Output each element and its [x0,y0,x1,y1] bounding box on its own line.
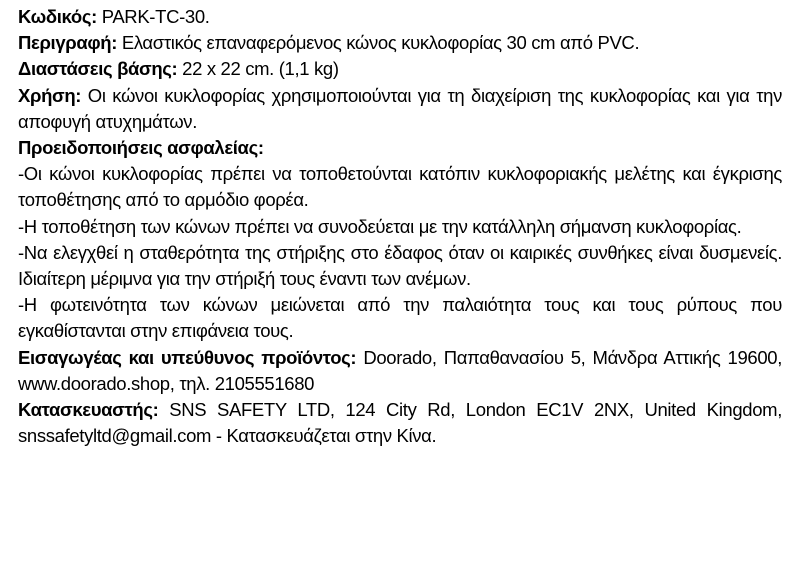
safety-item: -Η τοποθέτηση των κώνων πρέπει να συνοδεύεται με την κατάλληλη σήμανση κυκλοφορίας. [18,215,742,237]
importer-value: Doorado, Παπαθανασίου 5, Μάνδρα Αττικής 19600, www.doorado.shop, τηλ. 2105551680 [18,346,782,394]
importer-paragraph [18,345,782,397]
safety-item: -Η φωτεινότητα των κώνων μειώνεται από την παλαιότητα τους και τους ρύπους που εγκαθίστανται στην επιφάνεια τους. [18,294,782,342]
safety-item: -Να ελεγχθεί η σταθερότητα της στήριξης στο έδαφος όταν οι καιρικές συνθήκες είναι δυσμενείς. Ιδιαίτερη μέριμνα για την στήριξή τους έναντι των ανέμων. [18,241,782,290]
importer-label: Εισαγωγέας και υπεύθυνος προϊόντος: [18,346,357,368]
base-dimensions-label: Διαστάσεις βάσης: [18,58,178,80]
base-dimensions-value: 22 x 22 cm. (1,1 kg) [182,58,339,80]
safety-item: -Οι κώνοι κυκλοφορίας πρέπει να τοποθετούνται κατόπιν κυκλοφοριακής μελέτης και έγκρισης τοποθέτησης από το αρμόδιο φορέα. [18,163,782,211]
base-dimensions-line [18,56,782,82]
manufacturer-label: Κατασκευαστής: [18,399,159,421]
usage-value: Οι κώνοι κυκλοφορίας χρησιμοποιούνται για τη διαχείριση της κυκλοφορίας και για την αποφυγή ατυχημάτων. [18,84,782,132]
code-label: Κωδικός: [18,6,97,27]
usage-label: Χρήση: [18,84,82,106]
manufacturer-value: SNS SAFETY LTD, 124 City Rd, London EC1V 2NX, United Kingdom, snssafetyltd@gmail.com - Κατασκευάζεται στην Κίνα. [18,399,782,447]
description-line [18,30,782,56]
usage-paragraph [18,83,782,135]
code-line [18,4,782,30]
manufacturer-paragraph [18,397,782,449]
code-value: PARK-TC-30. [101,6,210,27]
description-label: Περιγραφή: [18,32,118,54]
description-value: Ελαστικός επαναφερόμενος κώνος κυκλοφορίας 30 cm από PVC. [121,32,640,54]
safety-heading: Προειδοποιήσεις ασφαλείας: [18,137,264,159]
